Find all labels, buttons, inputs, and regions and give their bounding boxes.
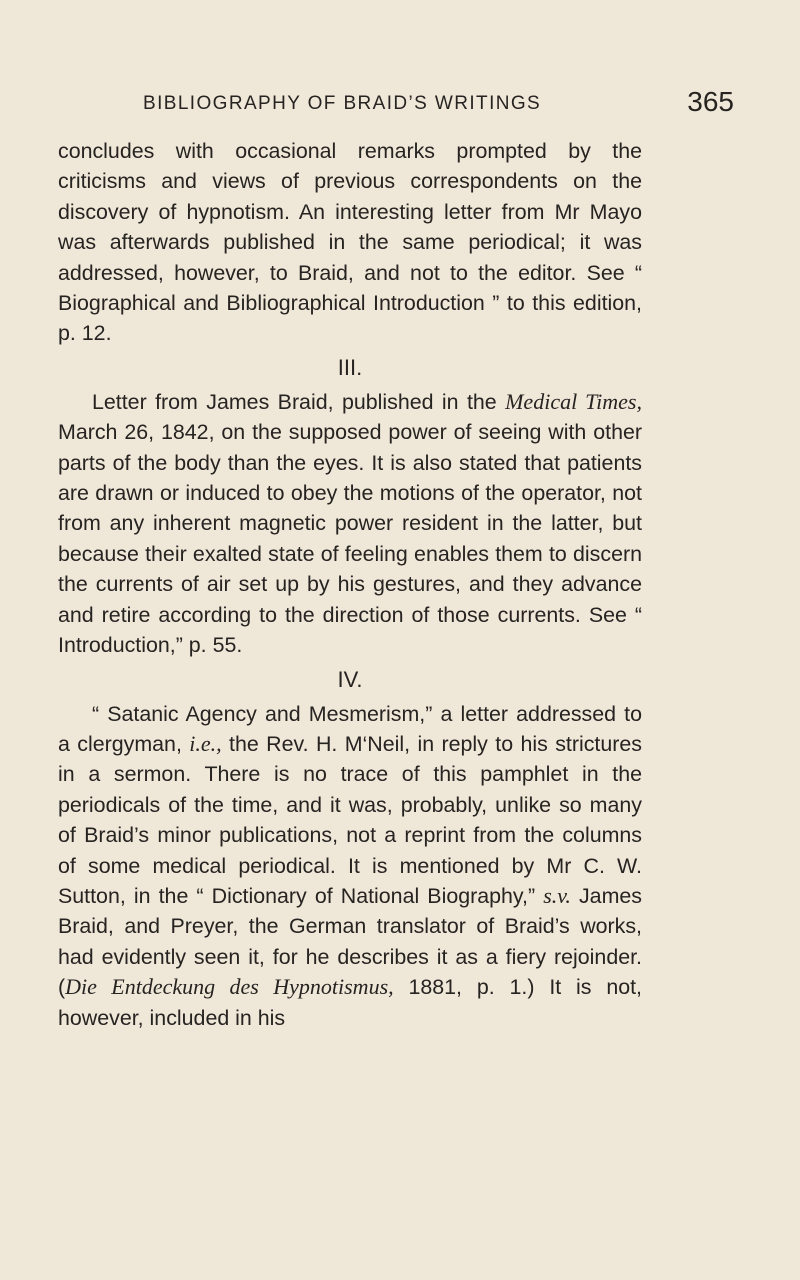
body-text [58,136,642,1033]
book-page [58,84,734,1033]
paragraph-iv [58,699,642,1033]
page-number: 365 [687,86,734,117]
paragraph-iv-text-b: the Rev. H. M‘Neil, in reply to his strictures in a sermon. There is no trace of this pamphlet in the periodicals of the time, and it was, probably, unlike so many of Braid’s minor publications, not a reprint from the columns of some medical periodical. It is mentioned by Mr C. W. Sutton, in the “ Dictionary of National Biography,” [58,731,642,908]
sv-abbreviation: s.v. [543,882,571,908]
ie-abbreviation: i.e., [189,730,222,756]
periodical-title: Medical Times, [505,388,642,414]
paragraph-iii-text-b: March 26, 1842, on the supposed power of seeing with other parts of the body than the eyes. It is also stated that patients are drawn or induced to obey the motions of the operator, not from any inherent magnetic power resident in the latter, but because their exalted state of feeling enables them to discern the currents of air set up by his gestures, and they advance and retire according to the direction of those currents. See “ Introduction,” p. 55. [58,420,642,658]
paragraph-iv-text-a: “ Satanic Agency and Mesmerism,” a letter addressed to a clergyman, [58,701,642,756]
paragraph-iii-text-a: Letter from James Braid, published in the [92,389,506,414]
paragraph-iii [58,387,642,661]
running-title: BIBLIOGRAPHY OF BRAID’S WRITINGS [143,93,542,114]
paragraph-iv-text-c: James Braid, and Preyer, the German translator of Braid’s works, had evidently seen it, for he describes it as a fiery rejoinder. ( [58,883,642,1000]
paragraph-continued: concludes with occasional remarks prompted by the criticisms and views of previous correspondents on the discovery of hypnotism. An interesting letter from Mr Mayo was afterwards published in the same periodical; it was addressed, however, to Braid, and not to the editor. See “ Biographical and Bibliographical Introduction ” to this edition, p. 12. [58,139,642,346]
section-heading-iii: III. [337,354,363,380]
book-title: Die Entdeckung des Hypnotismus, [65,974,394,1000]
running-head [143,84,734,124]
paragraph-iv-text-d: 1881, p. 1.) It is not, however, included in his [58,975,642,1030]
section-heading-iv: IV. [337,666,363,692]
